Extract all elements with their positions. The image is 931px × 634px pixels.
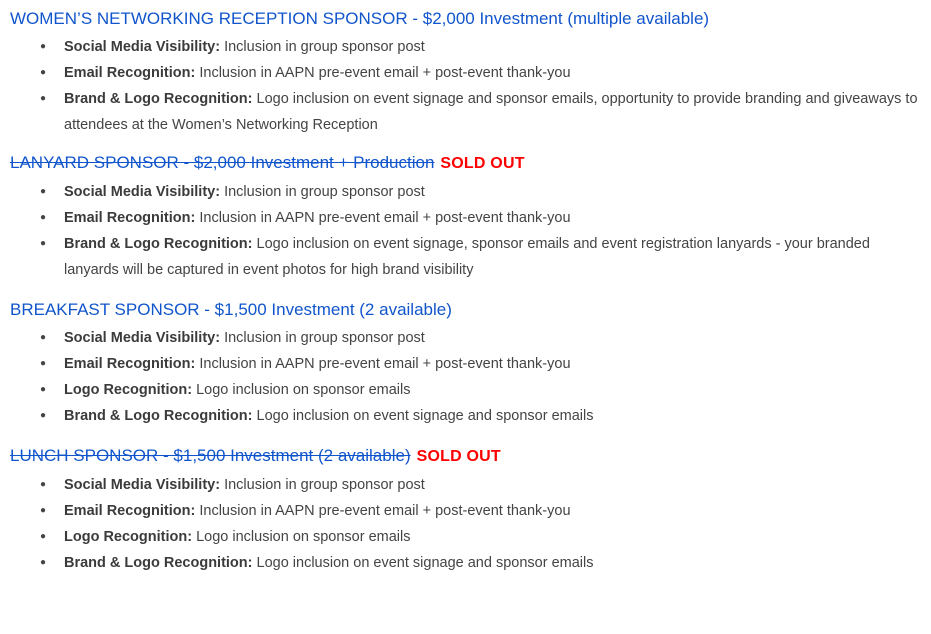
benefit-label: Brand & Logo Recognition: <box>64 555 253 571</box>
benefit-label: Social Media Visibility: <box>64 330 221 346</box>
benefit-label: Email Recognition: <box>64 356 196 372</box>
tier-heading-text: LUNCH SPONSOR - $1,500 Investment (2 available) <box>10 446 411 465</box>
tier-heading <box>10 297 921 323</box>
list-item <box>40 351 921 377</box>
benefit-text: Logo inclusion on event signage and sponsor emails, opportunity to provide branding and giveaways to attendees at the Women’s Networking Reception <box>64 91 918 133</box>
list-item <box>40 403 921 429</box>
benefit-label: Logo Recognition: <box>64 529 193 545</box>
benefit-label: Brand & Logo Recognition: <box>64 91 253 107</box>
benefit-text: Inclusion in AAPN pre-event email + post-event thank-you <box>199 356 571 372</box>
benefit-text: Inclusion in group sponsor post <box>224 184 425 200</box>
sponsor-tier <box>10 150 921 283</box>
tier-benefits-list <box>10 179 921 283</box>
benefit-label: Email Recognition: <box>64 65 196 81</box>
benefit-text: Logo inclusion on event signage, sponsor emails and event registration lanyards - your branded lanyards will be captured in event photos for high brand visibility <box>64 236 870 278</box>
list-item <box>40 524 921 550</box>
benefit-label: Logo Recognition: <box>64 382 193 398</box>
sponsor-tier <box>10 297 921 429</box>
tier-heading-text: WOMEN’S NETWORKING RECEPTION SPONSOR - $2,000 Investment (multiple available) <box>10 9 710 28</box>
tier-heading-text: LANYARD SPONSOR - $2,000 Investment + Production <box>10 153 435 172</box>
status-badge: SOLD OUT <box>440 155 525 172</box>
benefit-label: Social Media Visibility: <box>64 477 221 493</box>
benefit-text: Inclusion in AAPN pre-event email + post-event thank-you <box>199 503 571 519</box>
benefit-text: Logo inclusion on sponsor emails <box>196 382 411 398</box>
benefit-label: Email Recognition: <box>64 210 196 226</box>
benefit-label: Email Recognition: <box>64 503 196 519</box>
sponsor-tier <box>10 6 921 138</box>
benefit-label: Social Media Visibility: <box>64 39 221 55</box>
list-item <box>40 377 921 403</box>
tier-benefits-list <box>10 325 921 429</box>
list-item <box>40 179 921 205</box>
list-item <box>40 472 921 498</box>
list-item <box>40 231 921 283</box>
benefit-text: Inclusion in AAPN pre-event email + post-event thank-you <box>199 65 571 81</box>
tier-benefits-list <box>10 34 921 138</box>
list-item <box>40 325 921 351</box>
list-item <box>40 498 921 524</box>
benefit-label: Social Media Visibility: <box>64 184 221 200</box>
list-item <box>40 34 921 60</box>
tier-benefits-list <box>10 472 921 576</box>
list-item <box>40 86 921 138</box>
tier-heading <box>10 150 921 177</box>
benefit-text: Logo inclusion on event signage and sponsor emails <box>256 555 594 571</box>
tier-heading-text: BREAKFAST SPONSOR - $1,500 Investment (2 available) <box>10 300 452 319</box>
benefit-text: Inclusion in group sponsor post <box>224 330 425 346</box>
list-item <box>40 205 921 231</box>
benefit-text: Inclusion in AAPN pre-event email + post-event thank-you <box>199 210 571 226</box>
benefit-text: Logo inclusion on event signage and sponsor emails <box>256 408 594 424</box>
tier-heading <box>10 6 921 32</box>
benefit-text: Logo inclusion on sponsor emails <box>196 529 411 545</box>
list-item <box>40 60 921 86</box>
benefit-label: Brand & Logo Recognition: <box>64 408 253 424</box>
list-item <box>40 550 921 576</box>
benefit-text: Inclusion in group sponsor post <box>224 39 425 55</box>
tier-heading <box>10 443 921 470</box>
sponsor-tier <box>10 443 921 576</box>
benefit-text: Inclusion in group sponsor post <box>224 477 425 493</box>
status-badge: SOLD OUT <box>416 448 501 465</box>
benefit-label: Brand & Logo Recognition: <box>64 236 253 252</box>
